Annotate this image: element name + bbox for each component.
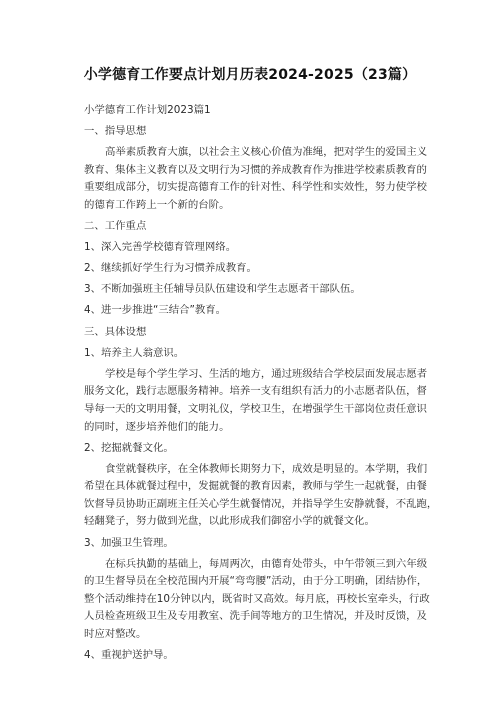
subsection-heading: 1、培养主人翁意识。 [84,346,185,359]
paragraph-line: 的同时，逐步培养他们的能力。 [84,420,230,433]
list-item: 2、继续抓好学生行为习惯养成教育。 [84,262,257,275]
subtitle: 小学德育工作计划2023篇1 [84,104,211,116]
list-item: 4、进一步推进“三结合”教育。 [84,304,227,317]
subsection-heading: 3、加强卫生管理。 [84,536,174,549]
subsection-heading: 4、重视护送护导。 [84,649,174,662]
paragraph-line: 导每一天的文明用餐，文明礼仪，学校卫生，在增强学生干部岗位责任意识 [84,402,427,415]
list-item: 1、深入完善学校德育管理网络。 [84,241,237,254]
paragraph-line: 重要组成部分，切实提高德育工作的针对性、科学性和实效性，努力使学校 [84,181,427,194]
paragraph-line: 轻翻凳子，努力做到光盘，以此形成我们御窑小学的就餐文化。 [84,515,375,528]
list-item: 3、不断加强班主任辅导员队伍建设和学生志愿者干部队伍。 [84,283,361,296]
subsection-heading: 2、挖掘就餐文化。 [84,441,174,454]
paragraph-line: 时应对整改。 [84,628,147,641]
paragraph-line: 教育、集体主义教育以及文明行为习惯的养成教育作为推进学校素质教育的 [84,163,427,176]
paragraph-line: 的德育工作跨上一个新的台阶。 [84,198,230,211]
paragraph-line: 人员检查班级卫生及专用教室、洗手间等地方的卫生情况，并及时反馈，及 [84,610,427,623]
paragraph-line: 服务文化，践行志愿服务精神。培养一支有组织有活力的小志愿者队伍，督 [84,385,427,398]
paragraph-line: 饮督导员协助正副班主任关心学生就餐情况，并指导学生安静就餐，不乱跑， [84,497,438,510]
paragraph-line: 希望在具体就餐过程中，发掘就餐的教育因素，教师与学生一起就餐，由餐 [84,480,427,493]
paragraph-line: 整个活动维持在10分钟以内，既省时又高效。每月底，再校长室牵头，行政 [84,592,430,605]
section-heading-guiding-thought: 一、指导思想 [84,125,147,138]
section-heading-specific-plans: 三、具体设想 [84,325,147,338]
paragraph-line: 在标兵执勤的基础上，每周两次，由德育处带头，中午带领三到六年级 [105,557,428,570]
document-body [84,102,438,665]
paragraph-line: 的卫生督导员在全校范围内开展“弯弯腰”活动，由于分工明确，团结协作， [84,575,428,588]
document-title: 小学德育工作要点计划月历表2024-2025（23篇） [83,67,417,83]
paragraph-line: 高举素质教育大旗，以社会主义核心价值为准绳，把对学生的爱国主义 [105,146,428,159]
section-heading-work-focus: 二、工作重点 [84,220,147,233]
paragraph-line: 食堂就餐秩序，在全体教师长期努力下，成效是明显的。本学期，我们 [105,462,428,475]
paragraph-line: 学校是每个学生学习、生活的地方，通过班级结合学校层面发展志愿者 [105,367,428,380]
